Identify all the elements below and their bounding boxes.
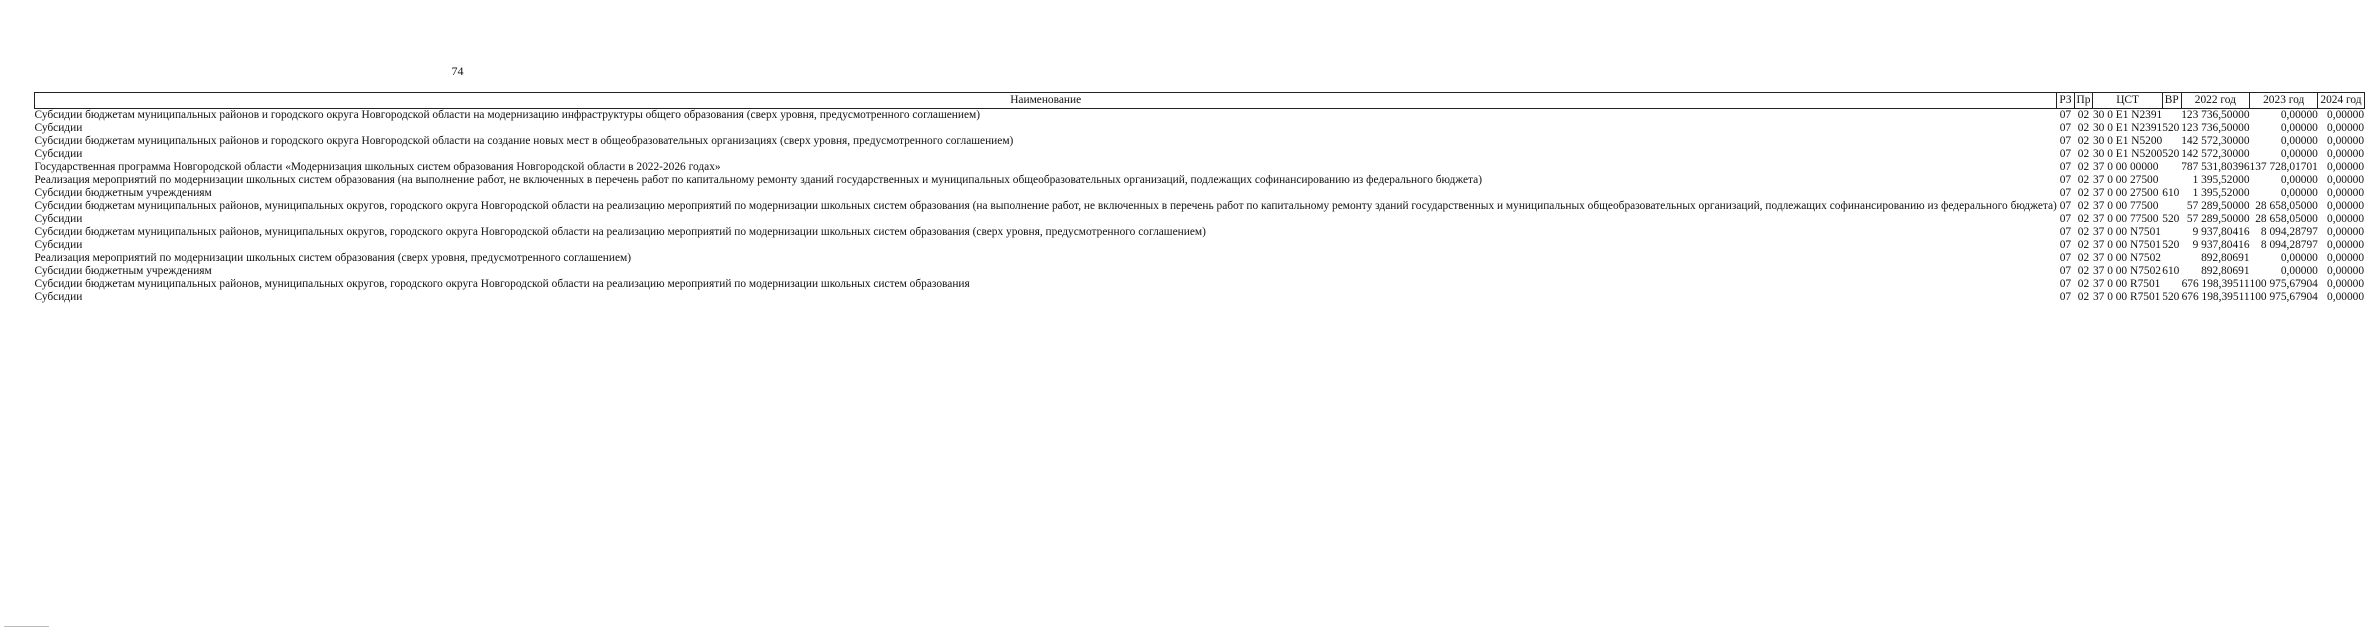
cell-rz: 07 — [2059, 109, 2072, 121]
header-pr: Пр — [2074, 93, 2093, 109]
table-row — [35, 109, 2365, 123]
cell-cst: 37 0 00 00000 — [2092, 161, 2159, 173]
cell-vr: 520 — [2162, 213, 2180, 225]
cell-2022: 892,80691 — [2201, 252, 2250, 264]
cell-2024: 0,00000 — [2327, 187, 2365, 199]
cell-2022: 123 736,50000 — [2181, 122, 2250, 134]
cell-2022: 676 198,39511 — [2181, 278, 2250, 290]
table-row — [35, 226, 2365, 239]
cell-2022: 57 289,50000 — [2186, 200, 2250, 212]
table-header-row — [35, 93, 2365, 109]
cell-2023: 0,00000 — [2280, 265, 2318, 277]
cell-vr: 520 — [2162, 239, 2180, 251]
cell-rz: 07 — [2059, 213, 2072, 225]
cell-2022: 1 395,52000 — [2192, 187, 2250, 199]
table-row — [35, 174, 2365, 187]
cell-pr: 02 — [2077, 265, 2090, 277]
cell-name: Субсидии бюджетам муниципальных районов, муниципальных округов, городского округа Новгородской области на реализацию мероприятий по модернизации школьных систем образования — [34, 278, 970, 290]
table-row — [35, 122, 2365, 135]
table-row — [35, 148, 2365, 161]
cell-vr: 520 — [2162, 291, 2180, 303]
cell-rz: 07 — [2059, 161, 2072, 173]
cell-cst: 37 0 00 N7502 — [2092, 265, 2161, 277]
cell-pr: 02 — [2077, 291, 2090, 303]
cell-vr — [2162, 109, 2181, 123]
cell-2024: 0,00000 — [2327, 161, 2365, 173]
cell-cst: 37 0 00 R7501 — [2092, 278, 2161, 290]
header-rz: РЗ — [2057, 93, 2074, 109]
cell-name: Субсидии — [34, 213, 83, 225]
cell-pr: 02 — [2077, 226, 2090, 238]
cell-2022: 676 198,39511 — [2181, 291, 2250, 303]
cell-2024: 0,00000 — [2327, 278, 2365, 290]
cell-2022: 142 572,30000 — [2181, 135, 2250, 147]
cell-vr — [2162, 161, 2181, 174]
cell-rz: 07 — [2059, 122, 2072, 134]
cell-2023: 8 094,28797 — [2260, 226, 2318, 238]
table-row — [35, 278, 2365, 291]
cell-rz: 07 — [2059, 291, 2072, 303]
table-row — [35, 161, 2365, 174]
cell-pr: 02 — [2077, 161, 2090, 173]
table-row — [35, 135, 2365, 148]
cell-2024: 0,00000 — [2327, 291, 2365, 303]
cell-cst: 30 0 E1 N2391 — [2092, 109, 2163, 121]
cell-name: Реализация мероприятий по модернизации школьных систем образования (на выполнение работ, не включенных в перечень работ по капитальному ремонту зданий государственных и муниципальных общеобразовательных организаций, подлежащих софинансированию из федерального бюджета) — [34, 174, 1483, 186]
cell-2024: 0,00000 — [2327, 265, 2365, 277]
cell-2022: 123 736,50000 — [2181, 109, 2250, 121]
cell-2023: 28 658,05000 — [2255, 200, 2318, 212]
cell-2022: 57 289,50000 — [2186, 213, 2250, 225]
cell-cst: 37 0 00 27500 — [2092, 174, 2159, 186]
cell-pr: 02 — [2077, 174, 2090, 186]
cell-cst: 37 0 00 N7502 — [2092, 252, 2161, 264]
cell-pr: 02 — [2077, 200, 2090, 212]
cell-pr: 02 — [2077, 239, 2090, 251]
cell-pr: 02 — [2077, 148, 2090, 160]
cell-2023: 0,00000 — [2280, 252, 2318, 264]
cell-rz: 07 — [2059, 148, 2072, 160]
cell-2022: 892,80691 — [2201, 265, 2250, 277]
cell-2023: 137 728,01701 — [2249, 161, 2318, 173]
cell-2023: 0,00000 — [2280, 135, 2318, 147]
cell-2023: 0,00000 — [2280, 174, 2318, 186]
cell-2024: 0,00000 — [2327, 135, 2365, 147]
cell-2022: 787 531,80396 — [2181, 161, 2250, 173]
cell-name: Субсидии — [34, 148, 83, 160]
cell-rz: 07 — [2059, 265, 2072, 277]
cell-vr — [2162, 200, 2181, 213]
cell-name: Субсидии — [34, 239, 83, 251]
cell-2023: 100 975,67904 — [2249, 278, 2318, 290]
cell-2022: 1 395,52000 — [2192, 174, 2250, 186]
cell-name: Субсидии бюджетным учреждениям — [34, 187, 212, 199]
cell-2022: 9 937,80416 — [2192, 239, 2250, 251]
cell-name: Государственная программа Новгородской области «Модернизация школьных систем образования Новгородской области в 2022-2026 годах» — [34, 161, 721, 173]
budget-table — [34, 92, 2365, 304]
cell-2024: 0,00000 — [2327, 148, 2365, 160]
cell-2023: 0,00000 — [2280, 148, 2318, 160]
cell-vr — [2162, 174, 2181, 187]
cell-rz: 07 — [2059, 239, 2072, 251]
cell-2024: 0,00000 — [2327, 239, 2365, 251]
cell-vr: 610 — [2162, 187, 2180, 199]
cell-pr: 02 — [2077, 109, 2090, 121]
cell-vr — [2162, 278, 2181, 291]
table-body — [35, 109, 2365, 305]
header-vr: ВР — [2162, 93, 2181, 109]
cell-name: Субсидии — [34, 122, 83, 134]
cell-pr: 02 — [2077, 278, 2090, 290]
cell-pr: 02 — [2077, 252, 2090, 264]
table-row — [35, 200, 2365, 213]
cell-2024: 0,00000 — [2327, 174, 2365, 186]
cell-pr: 02 — [2077, 135, 2090, 147]
cell-name: Субсидии бюджетам муниципальных районов, муниципальных округов, городского округа Новгородской области на реализацию мероприятий по модернизации школьных систем образования (на выполнение работ, не включенных в перечень работ по капитальному ремонту зданий государственных и муниципальных общеобразовательных организаций, подлежащих софинансированию из федерального бюджета) — [34, 200, 2057, 212]
header-2023: 2023 год — [2250, 93, 2318, 109]
header-2024: 2024 год — [2318, 93, 2364, 109]
cell-vr — [2162, 135, 2181, 148]
cell-cst: 37 0 00 R7501 — [2092, 291, 2161, 303]
cell-vr — [2162, 252, 2181, 265]
cell-2024: 0,00000 — [2327, 213, 2365, 225]
cell-name: Субсидии бюджетам муниципальных районов и городского округа Новгородской области на создание новых мест в общеобразовательных организациях (сверх уровня, предусмотренного соглашением) — [34, 135, 1014, 147]
cell-name: Субсидии — [34, 291, 83, 303]
cell-name: Субсидии бюджетным учреждениям — [34, 265, 212, 277]
cell-rz: 07 — [2059, 187, 2072, 199]
cell-vr: 520 — [2162, 122, 2180, 134]
cell-rz: 07 — [2059, 135, 2072, 147]
cell-name: Реализация мероприятий по модернизации школьных систем образования (сверх уровня, предусмотренного соглашением) — [34, 252, 632, 264]
cell-2024: 0,00000 — [2327, 122, 2365, 134]
cell-cst: 37 0 00 N7501 — [2092, 226, 2161, 238]
cell-pr: 02 — [2077, 122, 2090, 134]
cell-2022: 9 937,80416 — [2192, 226, 2250, 238]
cell-2023: 100 975,67904 — [2249, 291, 2318, 303]
table-row — [35, 187, 2365, 200]
cell-cst: 37 0 00 N7501 — [2092, 239, 2161, 251]
header-cst: ЦСТ — [2093, 93, 2162, 109]
cell-2023: 0,00000 — [2280, 122, 2318, 134]
table-row — [35, 291, 2365, 304]
footer-divider — [4, 626, 49, 627]
table-row — [35, 252, 2365, 265]
header-name: Наименование — [35, 93, 2057, 109]
cell-2023: 8 094,28797 — [2260, 239, 2318, 251]
cell-cst: 37 0 00 27500 — [2092, 187, 2159, 199]
table-row — [35, 213, 2365, 226]
cell-cst: 30 0 E1 N2391 — [2092, 122, 2163, 134]
table-row — [35, 239, 2365, 252]
cell-rz: 07 — [2059, 278, 2072, 290]
cell-2023: 0,00000 — [2280, 109, 2318, 121]
cell-2024: 0,00000 — [2327, 200, 2365, 212]
cell-name: Субсидии бюджетам муниципальных районов и городского округа Новгородской области на модернизацию инфраструктуры общего образования (сверх уровня, предусмотренного соглашением) — [34, 109, 981, 121]
cell-cst: 30 0 E1 N5200 — [2092, 148, 2163, 160]
cell-rz: 07 — [2059, 174, 2072, 186]
cell-rz: 07 — [2059, 226, 2072, 238]
cell-pr: 02 — [2077, 213, 2090, 225]
cell-rz: 07 — [2059, 200, 2072, 212]
cell-name: Субсидии бюджетам муниципальных районов, муниципальных округов, городского округа Новгородской области на реализацию мероприятий по модернизации школьных систем образования (сверх уровня, предусмотренного соглашением) — [34, 226, 1206, 238]
cell-cst: 37 0 00 77500 — [2092, 200, 2159, 212]
cell-2022: 142 572,30000 — [2181, 148, 2250, 160]
cell-2024: 0,00000 — [2327, 109, 2365, 121]
cell-vr — [2162, 226, 2181, 239]
cell-pr: 02 — [2077, 187, 2090, 199]
cell-vr: 520 — [2162, 148, 2180, 160]
table-row — [35, 265, 2365, 278]
header-2022: 2022 год — [2181, 93, 2249, 109]
cell-vr: 610 — [2162, 265, 2180, 277]
cell-2024: 0,00000 — [2327, 226, 2365, 238]
cell-2023: 0,00000 — [2280, 187, 2318, 199]
cell-2023: 28 658,05000 — [2255, 213, 2318, 225]
cell-2024: 0,00000 — [2327, 252, 2365, 264]
cell-cst: 30 0 E1 N5200 — [2092, 135, 2163, 147]
cell-cst: 37 0 00 77500 — [2092, 213, 2159, 225]
cell-rz: 07 — [2059, 252, 2072, 264]
page-number: 74 — [451, 64, 464, 78]
